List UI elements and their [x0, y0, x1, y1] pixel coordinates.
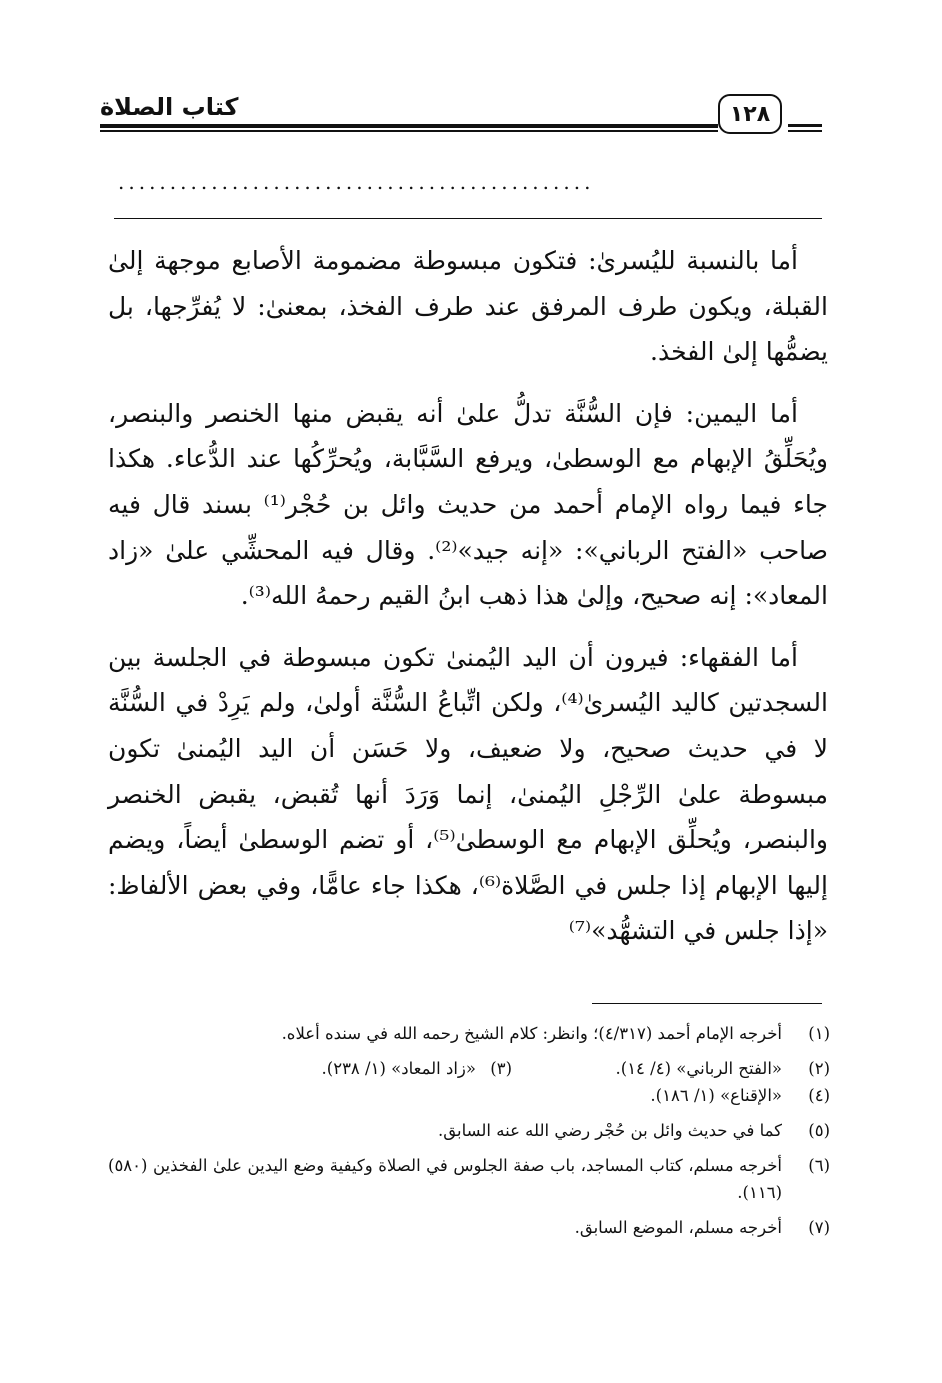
paragraph-left-hand: أما بالنسبة لليُسرىٰ: فتكون مبسوطة مضمومة الأصابع موجهة إلىٰ القبلة، ويكون طرف المرفق عند طرف الفخذ، بمعنىٰ: لا يُفرِّجها، بل يضمُّها إلىٰ الفخذ.	[108, 246, 828, 367]
footnote-2	[512, 1055, 830, 1082]
separator-line	[114, 218, 822, 219]
footnote-4	[108, 1082, 830, 1109]
page-number-badge	[718, 94, 782, 134]
footnote-text: كما في حديث وائل بن حُجْر رضي الله عنه السابق.	[438, 1121, 782, 1140]
header-rule-thick	[100, 124, 718, 128]
footnote-text: «الفتح الرباني» (٤/ ١٤).	[615, 1059, 782, 1078]
footnote-6	[108, 1152, 830, 1206]
footnote-number: (٤)	[808, 1086, 830, 1105]
footnote-text: «زاد المعاد» (١/ ٢٣٨).	[321, 1059, 476, 1078]
footnote-number: (٢)	[808, 1059, 830, 1078]
footnote-text: أخرجه مسلم، كتاب المساجد، باب صفة الجلوس في الصلاة وكيفية وضع اليدين علىٰ الفخذين (٥٨٠) (١١٦).	[108, 1156, 782, 1202]
footnote-7	[108, 1214, 830, 1241]
footnote-number: (٣)	[490, 1059, 512, 1078]
footnote-3	[194, 1055, 512, 1082]
main-text	[108, 238, 828, 954]
paragraph-jurists: أما الفقهاء: فيرون أن اليد اليُمنىٰ تكون مبسوطة في الجلسة بين السجدتين كاليد اليُسرىٰ⁽⁴⁾، ولكن اتِّباعُ السُّنَّة أولىٰ، ولم يَرِدْ في السُّنَّة لا في حديث صحيح، ولا ضعيف، ولا حَسَن أن اليد اليُمنىٰ تكون مبسوطة علىٰ الرِّجْلِ اليُمنىٰ، إنما وَرَدَ أنها تُقبض، يقبض الخنصر والبنصر، ويُحلِّق الإبهام مع الوسطىٰ⁽⁵⁾، أو تضم الوسطىٰ أيضاً، ويضم إليها الإبهام إذا جلس في الصَّلاة⁽⁶⁾، هكذا جاء عامًّا، وفي بعض الألفاظ: «إذا جلس في التشهُّد»⁽⁷⁾	[108, 642, 828, 946]
book-title: كتاب الصلاة	[100, 93, 239, 121]
footnote-text: أخرجه الإمام أحمد (٤/٣١٧)؛ وانظر: كلام الشيخ رحمه الله في سنده أعلاه.	[281, 1024, 782, 1043]
footnote-text: أخرجه مسلم، الموضع السابق.	[574, 1218, 782, 1237]
paragraph-right-hand: أما اليمين: فإن السُّنَّة تدلُّ علىٰ أنه يقبض منها الخنصر والبنصر، ويُحَلِّقُ الإبهام مع الوسطىٰ، ويرفع السَّبَّابة، ويُحرِّكُها عند الدُّعاء. هكذا جاء فيما رواه الإمام أحمد من حديث وائل بن حُجْر⁽¹⁾ بسند قال فيه صاحب «الفتح الرباني»: «إنه جيد»⁽²⁾. وقال فيه المحشِّي علىٰ «زاد المعاد»: إنه صحيح، وإلىٰ هذا ذهب ابنُ القيم رحمهُ الله⁽³⁾.	[108, 398, 829, 611]
footnote-number: (١)	[808, 1024, 830, 1043]
footnote-5	[108, 1117, 830, 1144]
page-number: ١٢٨	[729, 101, 771, 127]
page-header	[100, 86, 822, 148]
footnote-number: (٦)	[808, 1156, 830, 1175]
footnote-number: (٥)	[808, 1121, 830, 1140]
dotted-separator: ..............................................	[118, 170, 595, 194]
header-rule-thin	[100, 130, 718, 132]
footnote-text: «الإقناع» (١/ ١٨٦).	[650, 1086, 782, 1105]
footnote-pair-2-3	[108, 1055, 830, 1082]
header-rule-right	[788, 124, 822, 132]
footnotes	[108, 1020, 830, 1249]
footnote-number: (٧)	[808, 1218, 830, 1237]
footnote-rule	[592, 1003, 822, 1004]
footnote-1	[108, 1020, 830, 1047]
